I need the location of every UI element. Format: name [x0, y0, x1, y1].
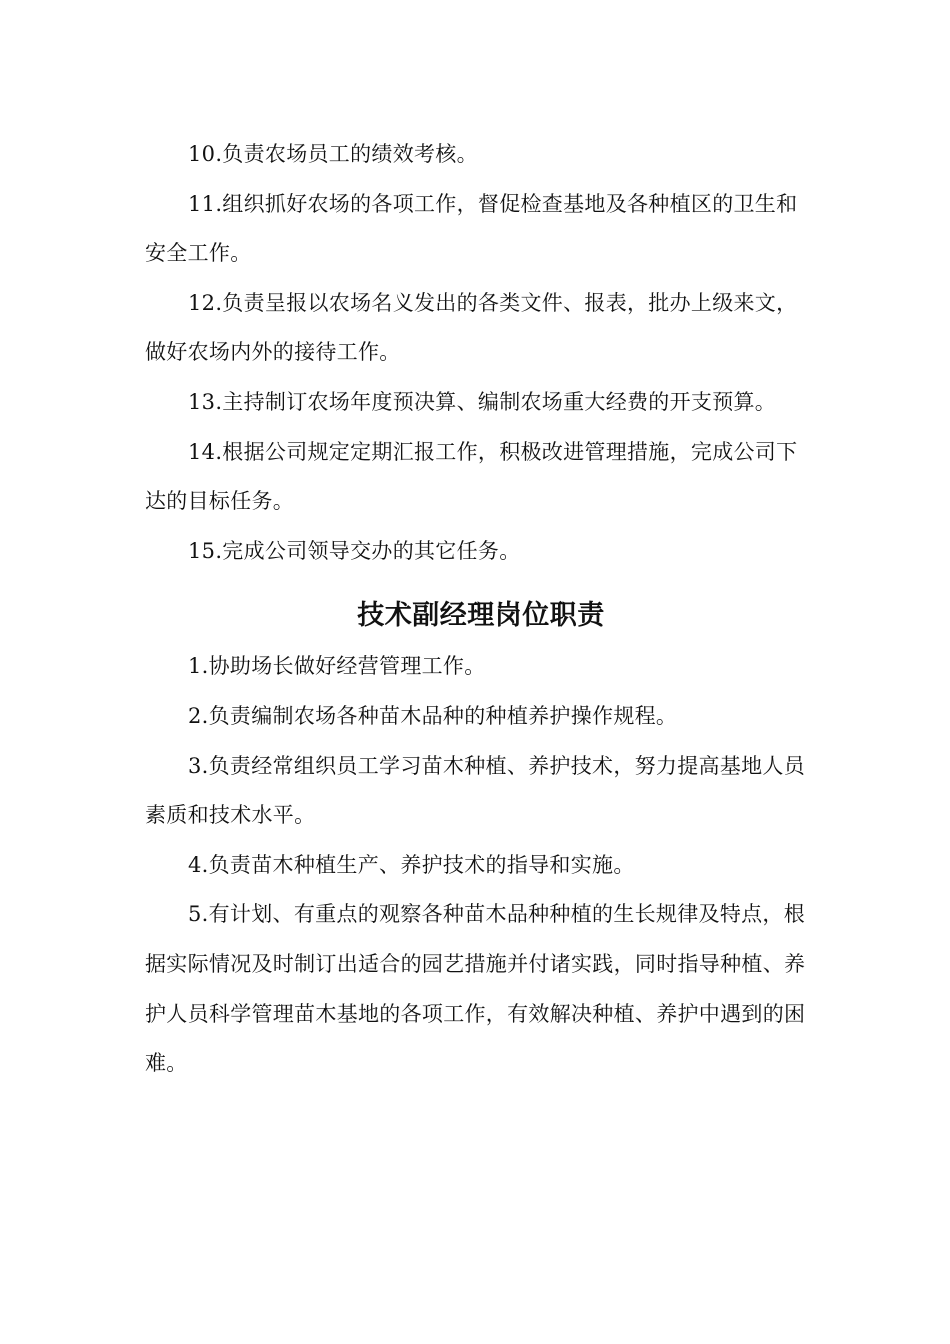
duty-item-10: 10.负责农场员工的绩效考核。 [188, 142, 478, 166]
duty-item-11: 11.组织抓好农场的各项工作，督促检查基地及各种植区的卫生和安全工作。 [145, 191, 798, 266]
duty-item-12: 12.负责呈报以农场名义发出的各类文件、报表，批办上级来文，做好农场内外的接待工作。 [145, 290, 798, 365]
document-body [145, 130, 817, 1089]
section-title: 技术副经理岗位职责 [357, 600, 605, 632]
tech-duty-item-3: 3.负责经常组织员工学习苗木种植、养护技术，努力提高基地人员素质和技术水平。 [145, 753, 806, 828]
duty-item-15: 15.完成公司领导交办的其它任务。 [188, 538, 521, 563]
tech-duty-item-1: 1.协助场长做好经营管理工作。 [188, 654, 486, 679]
duty-item-14: 14.根据公司规定定期汇报工作，积极改进管理措施，完成公司下达的目标任务。 [145, 439, 798, 514]
tech-duty-item-5: 5.有计划、有重点的观察各种苗木品种种植的生长规律及特点，根据实际情况及时制订出适合的园艺措施并付诸实践，同时指导种植、养护人员科学管理苗木基地的各项工作，有效解决种植、养护中遇到的困难。 [145, 902, 806, 1076]
duty-item-13: 13.主持制订农场年度预决算、编制农场重大经费的开支预算。 [188, 389, 777, 414]
tech-duty-item-4: 4.负责苗木种植生产、养护技术的指导和实施。 [188, 852, 635, 877]
tech-duty-item-2: 2.负责编制农场各种苗木品种的种植养护操作规程。 [188, 703, 678, 728]
